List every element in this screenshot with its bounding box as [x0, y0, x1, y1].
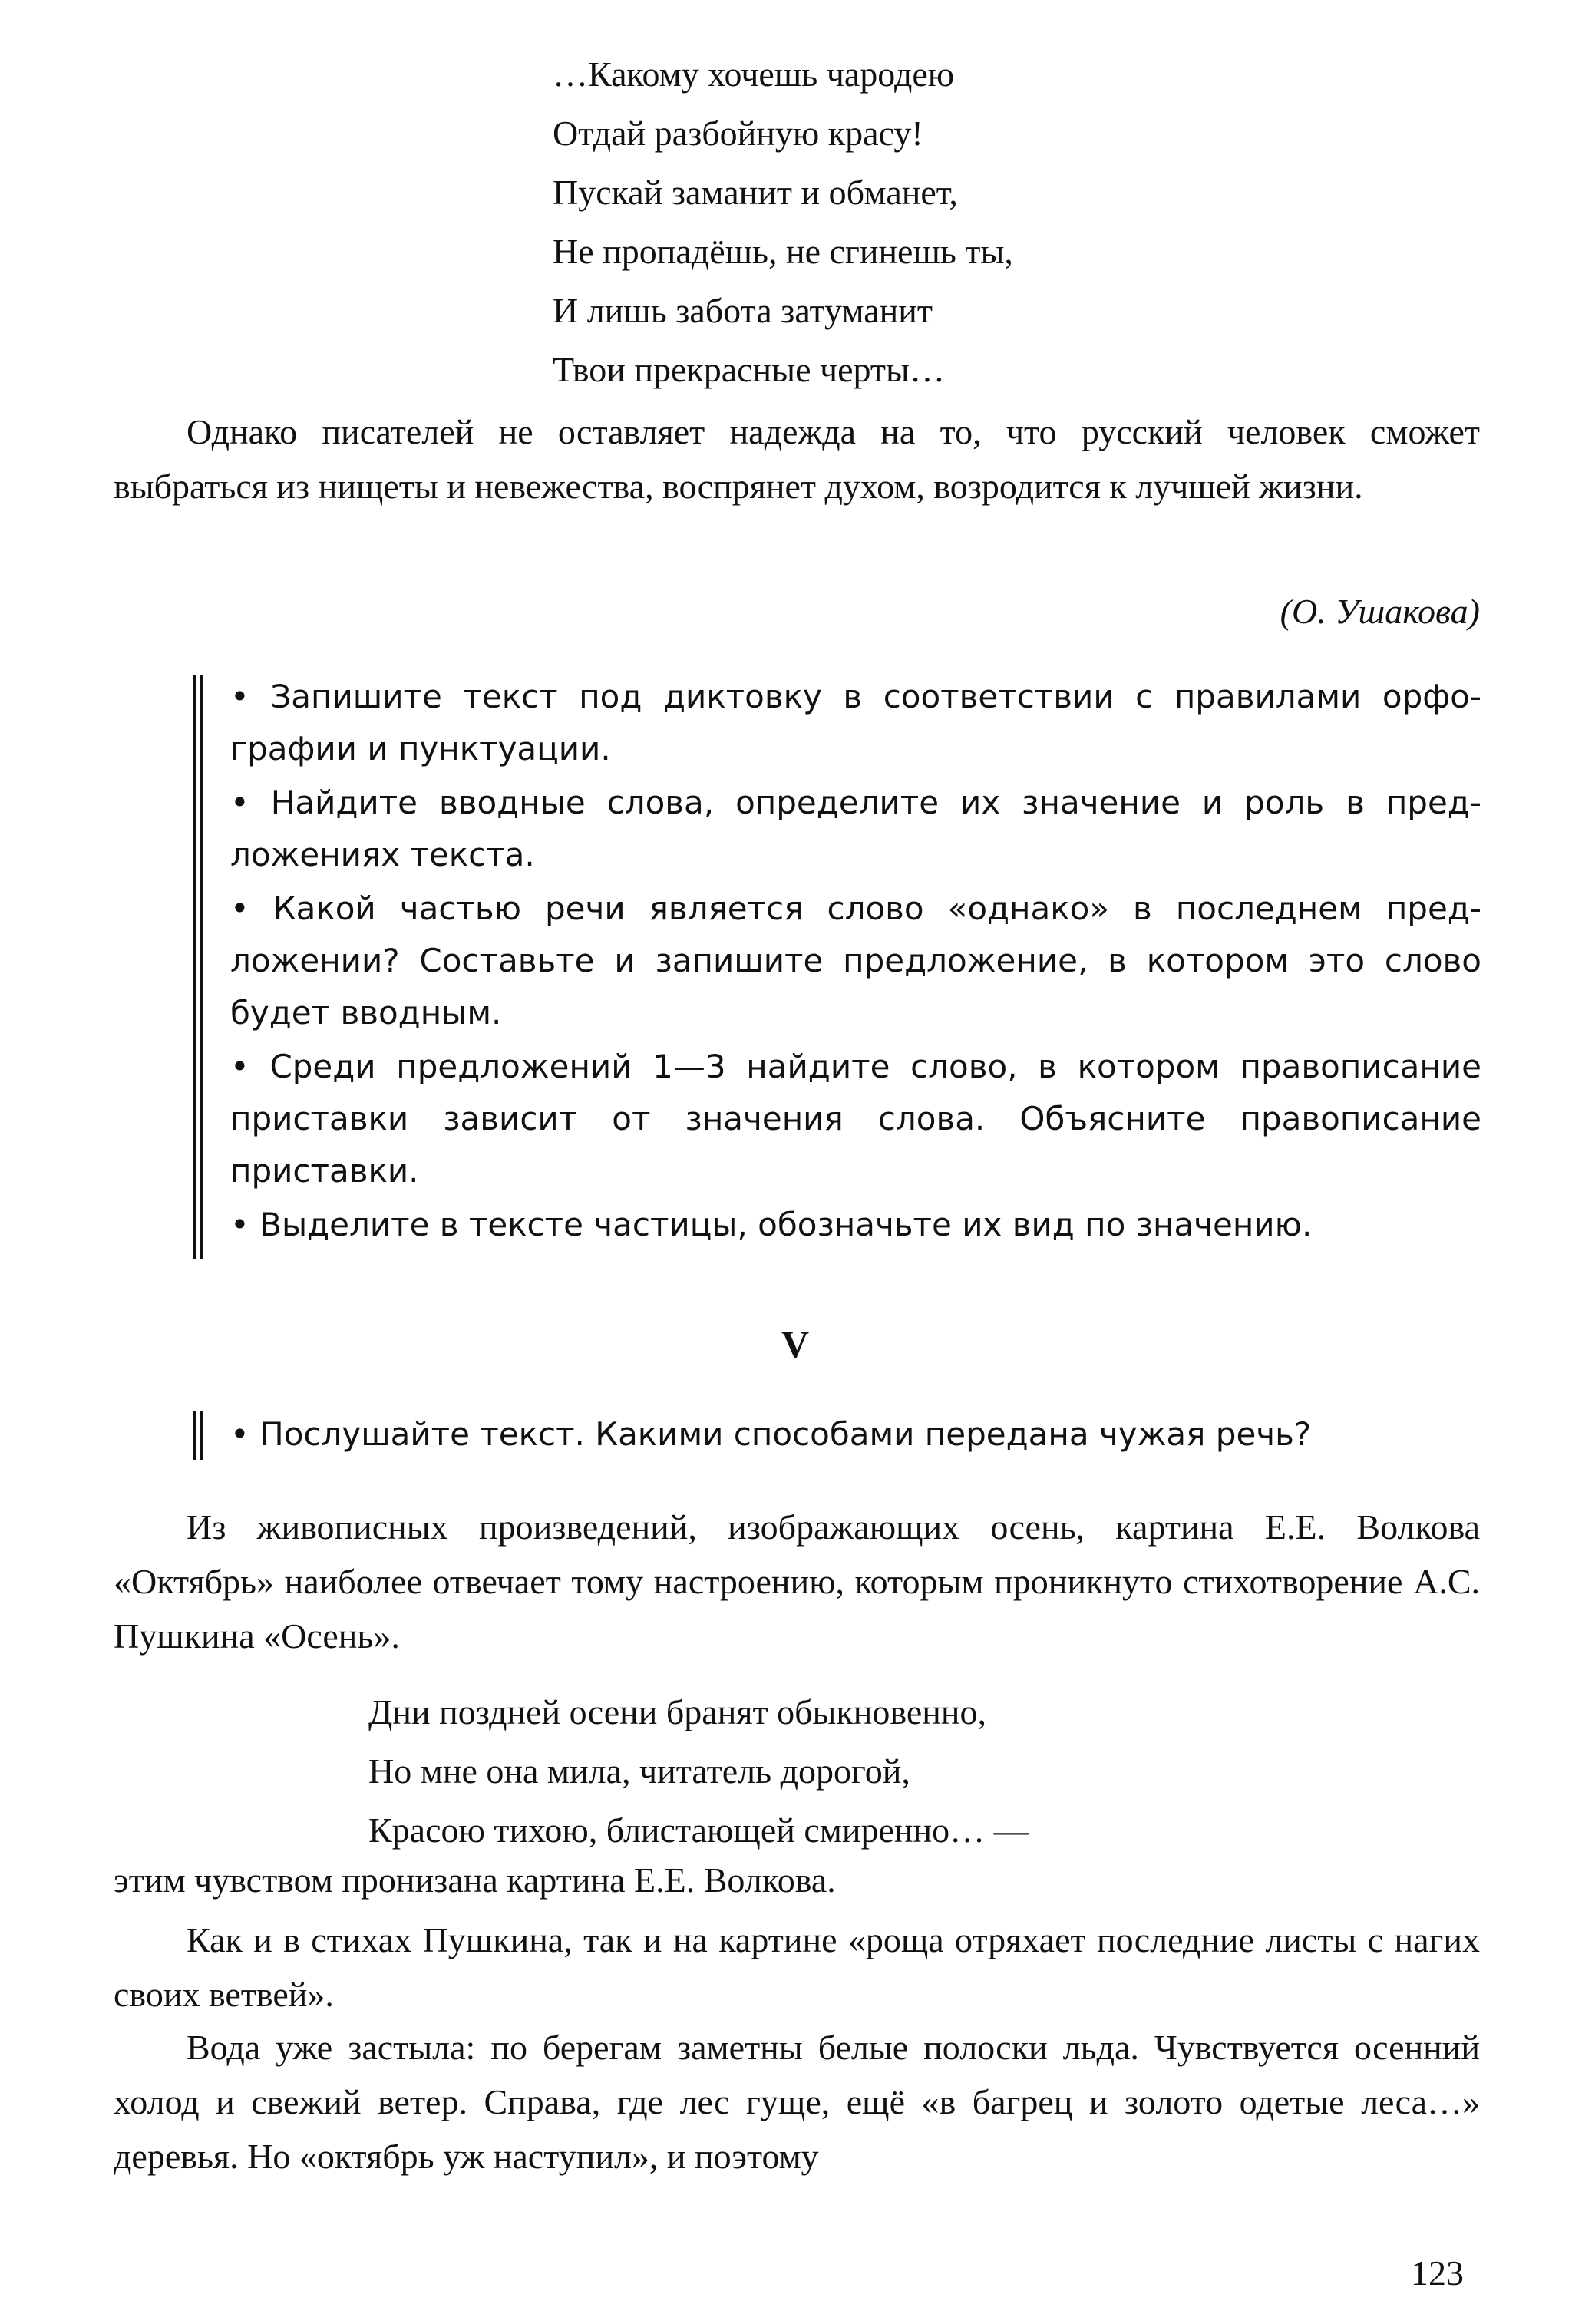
task-item: • Среди предложений 1—3 найдите слово, в котором правописание приставки зависит от значения слова. Объясните правописание приставки.	[230, 1041, 1481, 1197]
poem-excerpt-1	[553, 45, 1013, 399]
author-attribution: (О. Ушакова)	[1280, 592, 1480, 631]
task-item: • Какой частью речи является слово «однако» в последнем предложении? Составьте и запишите предложение, в котором это слово будет вводным.	[230, 883, 1481, 1039]
poem-excerpt-2	[368, 1682, 1029, 1860]
paragraph-water: Вода уже застыла: по берегам заметны белые полоски льда. Чувствуется осенний холод и свежий ветер. Справа, где лес гуще, ещё «в багрец и золото одетые леса…» деревья. Но «октябрь уж наступил», и поэтому	[114, 2028, 1480, 2176]
task-block-rule	[193, 1411, 196, 1460]
poem-line: Не пропадёшь, не сгинешь ты,	[553, 232, 1013, 271]
poem-line: Отдай разбойную красу!	[553, 114, 923, 153]
poem-line: Пускай заманит и обманет,	[553, 173, 958, 212]
paragraph-continuation: этим чувством пронизана картина Е.Е. Волкова.	[114, 1860, 836, 1900]
task-block-rule	[200, 675, 203, 1259]
page-number: 123	[1411, 2253, 1464, 2293]
poem-line: Но мне она мила, читатель дорогой,	[368, 1751, 910, 1791]
paragraph-grove: Как и в стихах Пушкина, так и на картине «роща отряхает последние листы с нагих своих ветвей».	[114, 1920, 1480, 2014]
poem-line: Красою тихою, блистающей смиренно… —	[368, 1811, 1029, 1850]
task-item: • Запишите текст под диктовку в соответствии с правилами орфографии и пунктуации.	[230, 671, 1481, 775]
paragraph-intro: Из живописных произведений, изображающих осень, картина Е.Е. Волкова «Октябрь» наиболее отвечает тому настроению, которым проникнуто стихотворение А.С. Пушкина «Осень».	[114, 1507, 1480, 1656]
task-item: • Послушайте текст. Какими способами передана чужая речь?	[230, 1408, 1481, 1461]
task-list-2	[230, 1408, 1481, 1462]
task-block-rule	[193, 675, 196, 1259]
poem-line: …Какому хочешь чародею	[553, 54, 955, 94]
paragraph-conclusion: Однако писателей не оставляет надежда на то, что русский человек сможет выбраться из нищеты и невежества, воспрянет духом, возродится к лучшей жизни.	[114, 412, 1480, 506]
task-block-rule	[200, 1411, 203, 1460]
poem-line: И лишь забота затуманит	[553, 291, 933, 330]
task-list-1	[230, 671, 1481, 1253]
poem-line: Твои прекрасные черты…	[553, 350, 945, 389]
section-heading: V	[781, 1322, 810, 1365]
task-item: • Выделите в тексте частицы, обозначьте их вид по значению.	[230, 1199, 1481, 1251]
poem-line: Дни поздней осени бранят обыкновенно,	[368, 1692, 986, 1731]
task-item: • Найдите вводные слова, определите их значение и роль в предложениях текста.	[230, 777, 1481, 881]
